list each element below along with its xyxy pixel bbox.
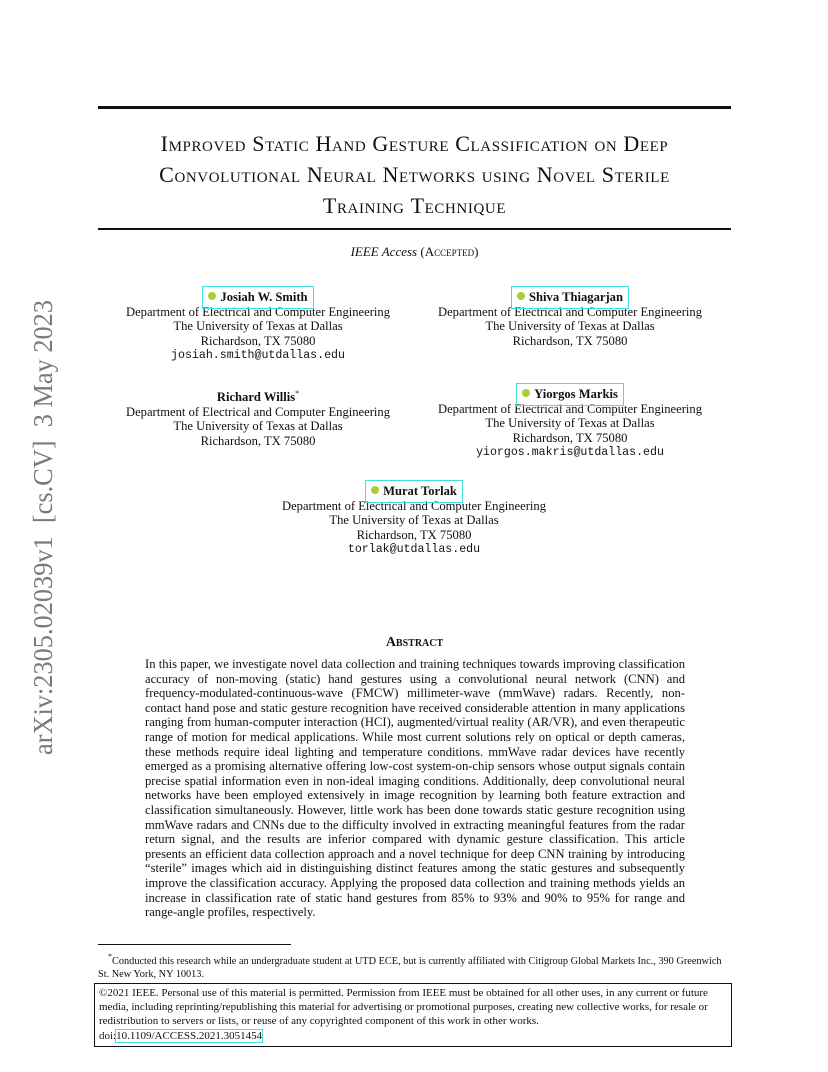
title-line-2: [98, 159, 731, 190]
title-word-rest: eep: [639, 131, 669, 156]
author-university: The University of Texas at Dallas: [173, 319, 343, 334]
author-university: The University of Texas at Dallas: [329, 513, 499, 528]
title-word-rest: mproved: [168, 131, 253, 156]
author-address: Richardson, TX 75080: [512, 431, 628, 446]
author-name: Yiorgos Markis: [534, 387, 618, 401]
title-word-rest: lassification on: [470, 131, 624, 156]
title-word-initial: T: [410, 193, 425, 218]
title-word-rest: eural: [323, 162, 383, 187]
title-word-rest: onvolutional: [174, 162, 307, 187]
title-line-1: [98, 128, 731, 159]
author-name-link[interactable]: [206, 290, 309, 305]
author-block-5: [264, 484, 564, 558]
author-department: Department of Electrical and Computer Engineering: [437, 304, 703, 319]
author-department: Department of Electrical and Computer Engineering: [125, 304, 391, 319]
title-top-rule: [98, 106, 731, 109]
orcid-icon[interactable]: [517, 292, 525, 300]
author-address: Richardson, TX 75080: [512, 334, 628, 349]
footnote-mark[interactable]: *: [295, 389, 300, 398]
paper-title: [98, 128, 731, 221]
title-word-rest: terile: [614, 162, 670, 187]
title-word-rest: and: [331, 131, 373, 156]
author-name-plain: [217, 387, 299, 405]
author-block-4: [420, 387, 720, 461]
author-address: Richardson, TX 75080: [200, 434, 316, 449]
title-word-rest: ovel: [553, 162, 602, 187]
journal-name: IEEE Access: [350, 244, 418, 259]
title-word-initial: G: [372, 131, 389, 156]
title-word-initial: N: [536, 162, 554, 187]
title-word-rest: tatic: [265, 131, 316, 156]
author-block-2: [420, 290, 720, 349]
author-block-3: [108, 387, 408, 449]
title-word-initial: T: [322, 193, 337, 218]
author-name-link[interactable]: [520, 387, 620, 402]
title-word-initial: S: [601, 162, 615, 187]
footnote-text: Conducted this research while an undergraduate student at UTD ECE, but is currently affiliated with Citigroup Global Markets Inc., 390 Greenwich St. New York, NY 10013.: [98, 956, 722, 981]
abstract-text: In this paper, we investigate novel data collection and training techniques towards improving classification accuracy of non-moving (static) hand gestures using a convolutional neural network (CNN) and frequency-modulated-continuous-wave (FMCW) millimeter-wave (mmWave) radars. Recently, non-contact hand pose and static gesture recognition have received considerable attention in many applications ranging from human-computer interaction (HCI), augmented/virtual reality (AR/VR), and even therapeutic range of motion for medical applications. While most current solutions rely on optical or depth cameras, these methods require ideal lighting and temperature conditions. mmWave radar devices have recently emerged as a promising alternative offering low-cost system-on-chip sensors whose output signals contain precise spatial information even in non-ideal imaging conditions. Additionally, deep convolutional neural networks have been employed extensively in image recognition by learning both feature extraction and classification simultaneously. However, little work has been done towards static gesture recognition using mmWave radars and CNNs due to the difficulty involved in extracting meaningful features from the radar return signal, and the results are inferior compared with dynamic gesture classification. This article presents an efficient data collection approach and a novel technique for deep CNN training by introducing “sterile” images which aid in distinguishing distinct features among the static gestures and subsequently improve the classification accuracy. Applying the proposed data collection and training methods yields an increase in classification rate of static hand gestures from 85% to 93% and 90% to 95% for range and range-angle profiles, respectively.: [145, 657, 685, 920]
author-block-1: [108, 290, 408, 364]
acceptance-status: (Accepted): [420, 244, 479, 259]
author-address: Richardson, TX 75080: [356, 528, 472, 543]
author-email[interactable]: josiah.smith@utdallas.edu: [171, 348, 345, 362]
author-name-link[interactable]: [369, 484, 459, 499]
footnote-rule: [98, 944, 291, 945]
author-email[interactable]: yiorgos.makris@utdallas.edu: [476, 445, 664, 459]
author-email[interactable]: torlak@utdallas.edu: [347, 542, 481, 556]
title-word-rest: echnique: [424, 193, 507, 218]
author-name-link[interactable]: [515, 290, 625, 305]
title-word-initial: H: [315, 131, 332, 156]
title-line-3: [98, 190, 731, 221]
abstract-heading: Abstract: [385, 635, 444, 650]
author-name: Murat Torlak: [383, 484, 457, 498]
author-address: Richardson, TX 75080: [200, 334, 316, 349]
doi-link[interactable]: 10.1109/ACCESS.2021.3051454: [116, 1029, 263, 1042]
author-name: Josiah W. Smith: [220, 290, 308, 304]
author-university: The University of Texas at Dallas: [173, 419, 343, 434]
footnote: [98, 950, 731, 982]
arxiv-id: arXiv:2305.02039v1 [cs.CV] 3 May 2023: [28, 300, 58, 755]
title-word-initial: C: [455, 131, 471, 156]
author-department: Department of Electrical and Computer Engineering: [281, 498, 547, 513]
author-department: Department of Electrical and Computer Engineering: [125, 404, 391, 419]
title-word-initial: S: [252, 131, 266, 156]
title-word-initial: N: [382, 162, 399, 187]
orcid-icon[interactable]: [522, 389, 530, 397]
author-name: Richard Willis: [216, 390, 296, 404]
copyright-text: ©2021 IEEE. Personal use of this material is permitted. Permission from IEEE must be obtained for all other uses, in any current or future media, including reprinting/republishing this material for advertising or promotional purposes, creating new collective works, for resale or redistribution to servers or lists, or reuse of any copyrighted component of this work in other works.: [99, 987, 708, 1028]
orcid-icon[interactable]: [208, 292, 216, 300]
title-word-initial: D: [623, 131, 640, 156]
venue-line: [98, 244, 731, 260]
title-word-initial: C: [159, 162, 175, 187]
title-word-initial: I: [160, 131, 169, 156]
author-name: Shiva Thiagarjan: [529, 290, 623, 304]
title-word-rest: esture: [388, 131, 456, 156]
author-department: Department of Electrical and Computer Engineering: [437, 401, 703, 416]
title-bottom-rule: [98, 228, 731, 230]
doi-prefix: doi:: [99, 1029, 117, 1042]
orcid-icon[interactable]: [371, 486, 379, 494]
title-word-initial: N: [306, 162, 324, 187]
author-university: The University of Texas at Dallas: [485, 319, 655, 334]
author-university: The University of Texas at Dallas: [485, 416, 655, 431]
title-word-rest: raining: [336, 193, 411, 218]
arxiv-stamp: [6, 300, 66, 770]
footnote-mark: *: [108, 952, 112, 961]
title-word-rest: etworks using: [399, 162, 537, 187]
copyright-notice: [94, 983, 732, 1047]
